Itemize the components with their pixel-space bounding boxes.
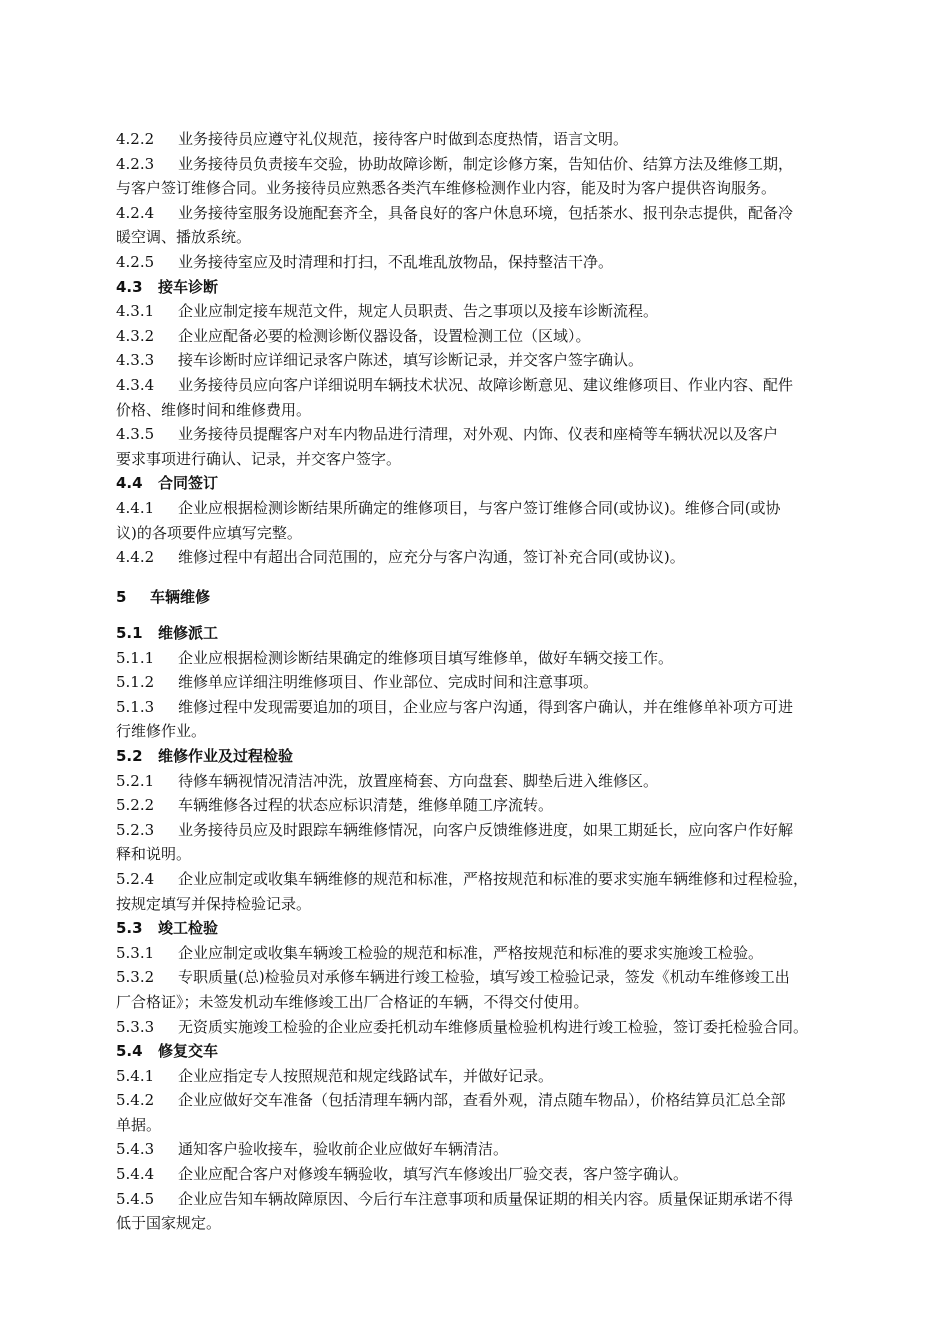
clause-text: 通知客户验收接车，验收前企业应做好车辆清洁。 bbox=[178, 1140, 509, 1159]
text-block bbox=[116, 127, 864, 570]
paragraph-line bbox=[116, 793, 864, 818]
clause-number: 4.4.1 bbox=[116, 498, 155, 517]
clause-text: 企业应做好交车准备（包括清理车辆内部，查看外观，清点随车物品），价格结算员汇总全部 bbox=[178, 1091, 786, 1110]
clause-number: 5.4 bbox=[116, 1042, 143, 1061]
paragraph-line bbox=[116, 176, 864, 201]
clause-number: 5.2 bbox=[116, 746, 143, 765]
chapter-heading bbox=[116, 585, 864, 610]
paragraph-line bbox=[116, 201, 864, 226]
clause-number: 5.4.5 bbox=[116, 1189, 155, 1208]
clause-text: 要求事项进行确认、记录，并交客户签字。 bbox=[116, 449, 402, 468]
clause-number: 4.2.2 bbox=[116, 130, 155, 148]
clause-text: 接车诊断时应详细记录客户陈述，填写诊断记录，并交客户签字确认。 bbox=[178, 351, 644, 370]
paragraph-line bbox=[116, 695, 864, 720]
clause-text: 与客户签订维修合同。业务接待员应熟悉各类汽车维修检测作业内容，能及时为客户提供咨询服务。 bbox=[116, 179, 777, 198]
paragraph-line bbox=[116, 1187, 864, 1212]
paragraph-line bbox=[116, 521, 864, 546]
paragraph-line bbox=[116, 965, 864, 990]
paragraph-line bbox=[116, 496, 864, 521]
clause-number: 5.1 bbox=[116, 624, 143, 642]
paragraph-line bbox=[116, 422, 864, 447]
clause-number: 4.3.1 bbox=[116, 302, 155, 321]
clause-text: 待修车辆视情况清洁冲洗，放置座椅套、方向盘套、脚垫后进入维修区。 bbox=[178, 771, 659, 790]
clause-text: 单据。 bbox=[116, 1115, 162, 1134]
paragraph-line bbox=[116, 545, 864, 570]
clause-number: 5.4.1 bbox=[116, 1066, 155, 1085]
clause-number: 5.2.4 bbox=[116, 869, 155, 888]
clause-text: 企业应制定接车规范文件，规定人员职责、告之事项以及接车诊断流程。 bbox=[178, 302, 659, 321]
clause-text: 低于国家规定。 bbox=[116, 1214, 222, 1233]
clause-text: 修复交车 bbox=[158, 1042, 219, 1061]
clause-number: 5.1.1 bbox=[116, 648, 155, 667]
paragraph-line bbox=[116, 398, 864, 423]
clause-text: 按规定填写并保持检验记录。 bbox=[116, 894, 312, 913]
paragraph-line bbox=[116, 719, 864, 744]
clause-text: 价格、维修时间和维修费用。 bbox=[116, 400, 312, 419]
clause-number: 5.1.2 bbox=[116, 673, 155, 692]
section-heading bbox=[116, 471, 864, 496]
clause-text: 企业应根据检测诊断结果所确定的维修项目，与客户签订维修合同(或协议)。维修合同(或协 bbox=[178, 498, 781, 517]
clause-text: 业务接待室应及时清理和打扫，不乱堆乱放物品，保持整洁干净。 bbox=[178, 252, 614, 271]
clause-number: 4.3.3 bbox=[116, 351, 155, 370]
clause-number: 5.2.1 bbox=[116, 771, 155, 790]
clause-number: 4.2.4 bbox=[116, 203, 155, 222]
clause-text: 专职质量(总)检验员对承修车辆进行竣工检验，填写竣工检验记录，签发《机动车维修竣工出 bbox=[178, 968, 790, 987]
clause-number: 4.2.3 bbox=[116, 154, 155, 173]
section-heading bbox=[116, 916, 864, 941]
clause-text: 企业应制定或收集车辆维修的规范和标准，严格按规范和标准的要求实施车辆维修和过程检验， bbox=[178, 869, 809, 888]
clause-text: 企业应配合客户对修竣车辆验收，填写汽车修竣出厂验交表，客户签字确认。 bbox=[178, 1165, 689, 1184]
clause-text: 释和说明。 bbox=[116, 845, 192, 864]
clause-text: 业务接待员应及时跟踪车辆维修情况，向客户反馈维修进度，如果工期延长，应向客户作好解 bbox=[178, 820, 794, 839]
clause-text: 车辆维修各过程的状态应标识清楚，维修单随工序流转。 bbox=[178, 796, 554, 815]
clause-text: 车辆维修 bbox=[150, 588, 211, 606]
paragraph-line bbox=[116, 324, 864, 349]
paragraph-line bbox=[116, 1162, 864, 1187]
clause-text: 企业应指定专人按照规范和规定线路试车，并做好记录。 bbox=[178, 1066, 554, 1085]
clause-number: 5.1.3 bbox=[116, 697, 155, 716]
clause-number: 4.3.5 bbox=[116, 425, 155, 444]
clause-number: 5.4.4 bbox=[116, 1165, 155, 1184]
section-heading bbox=[116, 275, 864, 300]
clause-text: 行维修作业。 bbox=[116, 722, 207, 741]
paragraph-line bbox=[116, 769, 864, 794]
clause-text: 企业应根据检测诊断结果确定的维修项目填写维修单，做好车辆交接工作。 bbox=[178, 648, 674, 667]
clause-number: 5.3.3 bbox=[116, 1017, 155, 1036]
clause-text: 维修过程中有超出合同范围的，应充分与客户沟通，签订补充合同(或协议)。 bbox=[178, 548, 685, 567]
paragraph-line bbox=[116, 1137, 864, 1162]
clause-text: 维修单应详细注明维修项目、作业部位、完成时间和注意事项。 bbox=[178, 673, 599, 692]
paragraph-line bbox=[116, 250, 864, 275]
clause-number: 5.4.2 bbox=[116, 1091, 155, 1110]
clause-text: 议)的各项要件应填写完整。 bbox=[116, 523, 302, 542]
section-heading bbox=[116, 621, 864, 646]
clause-number: 4.2.5 bbox=[116, 252, 155, 271]
paragraph-line bbox=[116, 646, 864, 671]
text-block bbox=[116, 585, 864, 610]
paragraph-line bbox=[116, 670, 864, 695]
clause-text: 厂合格证》；未签发机动车维修竣工出厂合格证的车辆，不得交付使用。 bbox=[116, 992, 589, 1011]
clause-text: 无资质实施竣工检验的企业应委托机动车维修质量检验机构进行竣工检验，签订委托检验合同。 bbox=[178, 1017, 809, 1036]
clause-text: 维修作业及过程检验 bbox=[158, 746, 294, 765]
clause-text: 业务接待员负责接车交验，协助故障诊断，制定诊修方案，告知估价、结算方法及维修工期， bbox=[178, 154, 794, 173]
clause-number: 4.3 bbox=[116, 277, 143, 296]
paragraph-line bbox=[116, 892, 864, 917]
clause-number: 5 bbox=[116, 588, 127, 606]
paragraph-line bbox=[116, 299, 864, 324]
clause-text: 业务接待员应遵守礼仪规范，接待客户时做到态度热情，语言文明。 bbox=[178, 130, 629, 148]
paragraph-line bbox=[116, 1113, 864, 1138]
paragraph-line bbox=[116, 127, 864, 152]
clause-number: 5.3.2 bbox=[116, 968, 155, 987]
paragraph-line bbox=[116, 348, 864, 373]
clause-number: 5.2.3 bbox=[116, 820, 155, 839]
clause-text: 业务接待员应向客户详细说明车辆技术状况、故障诊断意见、建议维修项目、作业内容、配件 bbox=[178, 375, 794, 394]
clause-number: 4.4 bbox=[116, 474, 143, 493]
clause-text: 维修过程中发现需要追加的项目，企业应与客户沟通，得到客户确认，并在维修单补项方可进 bbox=[178, 697, 794, 716]
clause-number: 5.2.2 bbox=[116, 796, 155, 815]
clause-text: 业务接待室服务设施配套齐全，具备良好的客户休息环境，包括茶水、报刊杂志提供，配备冷 bbox=[178, 203, 794, 222]
text-block bbox=[116, 621, 864, 1236]
clause-number: 4.4.2 bbox=[116, 548, 155, 567]
clause-text: 竣工检验 bbox=[158, 919, 219, 938]
paragraph-line bbox=[116, 990, 864, 1015]
clause-number: 5.4.3 bbox=[116, 1140, 155, 1159]
clause-number: 4.3.4 bbox=[116, 375, 155, 394]
clause-number: 4.3.2 bbox=[116, 326, 155, 345]
clause-number: 5.3.1 bbox=[116, 943, 155, 962]
section-heading bbox=[116, 1039, 864, 1064]
paragraph-line bbox=[116, 447, 864, 472]
clause-number: 5.3 bbox=[116, 919, 143, 938]
clause-text: 企业应配备必要的检测诊断仪器设备，设置检测工位（区域）。 bbox=[178, 326, 591, 345]
paragraph-line bbox=[116, 373, 864, 398]
clause-text: 接车诊断 bbox=[158, 277, 219, 296]
paragraph-line bbox=[116, 225, 864, 250]
clause-text: 业务接待员提醒客户对车内物品进行清理，对外观、内饰、仪表和座椅等车辆状况以及客户 bbox=[178, 425, 779, 444]
paragraph-line bbox=[116, 1015, 864, 1040]
paragraph-line bbox=[116, 1088, 864, 1113]
paragraph-line bbox=[116, 867, 864, 892]
paragraph-line bbox=[116, 1211, 864, 1236]
paragraph-line bbox=[116, 842, 864, 867]
paragraph-line bbox=[116, 818, 864, 843]
clause-text: 维修派工 bbox=[158, 624, 219, 642]
clause-text: 企业应告知车辆故障原因、今后行车注意事项和质量保证期的相关内容。质量保证期承诺不得 bbox=[178, 1189, 794, 1208]
section-heading bbox=[116, 744, 864, 769]
clause-text: 合同签订 bbox=[158, 474, 219, 493]
paragraph-line bbox=[116, 1064, 864, 1089]
clause-text: 暖空调、播放系统。 bbox=[116, 228, 252, 247]
paragraph-line bbox=[116, 941, 864, 966]
clause-text: 企业应制定或收集车辆竣工检验的规范和标准，严格按规范和标准的要求实施竣工检验。 bbox=[178, 943, 764, 962]
paragraph-line bbox=[116, 152, 864, 177]
